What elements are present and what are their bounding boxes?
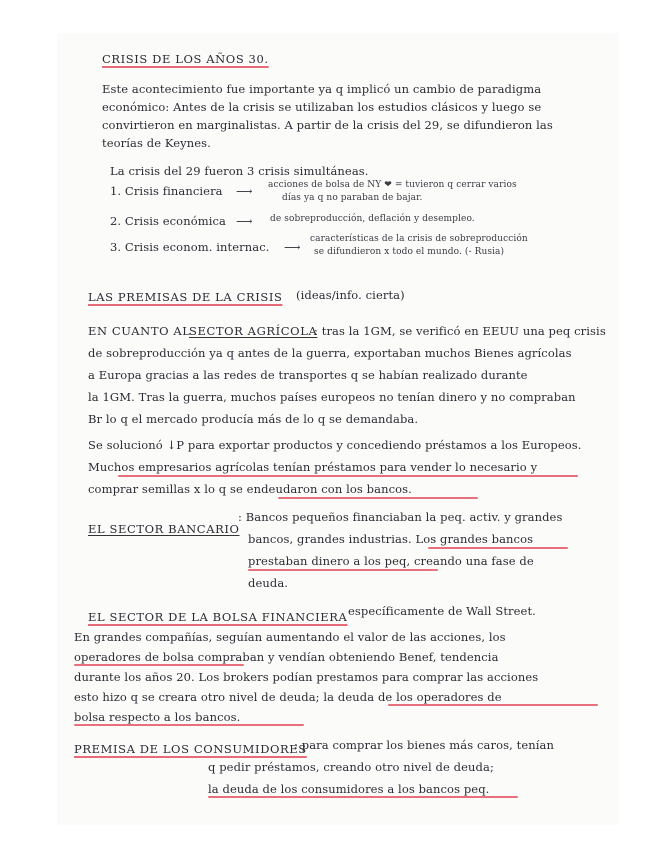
highlight-underline [388, 704, 598, 706]
crisis-item-label: 1. Crisis financiera [110, 184, 223, 198]
consumidores-line: : para comprar los bienes más caros, tenían [294, 738, 554, 752]
sector-bolsa-heading: EL SECTOR DE LA BOLSA FINANCIERA [88, 610, 348, 624]
intro-line: económico: Antes de la crisis se utilizaban los estudios clásicos y luego se [102, 100, 542, 114]
highlight-underline [248, 569, 438, 571]
bancario-line: bancos, grandes industrias. Los grandes bancos [248, 532, 534, 546]
agricola-line: a Europa gracias a las redes de transportes q se habían realizado durante [88, 368, 528, 382]
bancario-line: deuda. [248, 576, 289, 590]
bolsa-line: esto hizo q se creara otro nivel de deuda; la deuda de los operadores de [74, 690, 502, 704]
bancario-line: prestaban dinero a los peq, creando una fase de [248, 554, 534, 568]
crisis-item-detail: de sobreproducción, deflación y desempleo. [270, 214, 475, 224]
sector-agricola-heading: EN CUANTO AL [88, 324, 191, 338]
arrow-icon: ⟶ [236, 214, 253, 228]
sector-agricola-heading-underlined: SECTOR AGRÍCOLA [189, 324, 318, 338]
agricola-line: Br lo q el mercado producía más de lo q se demandaba. [88, 412, 419, 426]
agricola-line: Muchos empresarios agrícolas tenían préstamos para vender lo necesario y [88, 460, 538, 474]
consumidores-line: la deuda de los consumidores a los bancos peq. [208, 782, 490, 796]
crisis-item-label: 3. Crisis econom. internac. [110, 240, 270, 254]
agricola-line: Se solucionó ↓P para exportar productos y concediendo préstamos a los Europeos. [88, 438, 582, 452]
highlight-underline [118, 475, 578, 477]
bancario-line: : Bancos pequeños financiaban la peq. activ. y grandes [238, 510, 563, 524]
crisis-item-detail: días ya q no paraban de bajar. [282, 193, 423, 203]
highlight-underline [208, 796, 518, 798]
bolsa-heading-tail: específicamente de Wall Street. [348, 604, 536, 618]
highlight-underline [278, 497, 478, 499]
bolsa-line: operadores de bolsa compraban y vendían obteniendo Benef, tendencia [74, 650, 499, 664]
crisis-item-detail: se difundieron x todo el mundo. (- Rusia) [314, 247, 505, 257]
arrow-icon: ⟶ [236, 184, 253, 198]
agricola-line: la 1GM. Tras la guerra, muchos países europeos no tenían dinero y no compraban [88, 390, 576, 404]
highlight-underline [74, 664, 244, 666]
sector-bancario-heading: EL SECTOR BANCARIO [88, 522, 240, 536]
intro-line: Este acontecimiento fue importante ya q implicó un cambio de paradigma [102, 82, 542, 96]
notebook-page [58, 34, 618, 824]
agricola-line: : tras la 1GM, se verificó en EEUU una peq crisis [314, 324, 606, 338]
bolsa-line: bolsa respecto a los bancos. [74, 710, 241, 724]
highlight-underline [74, 724, 304, 726]
consumidores-heading: PREMISA DE LOS CONSUMIDORES [74, 742, 307, 756]
crisis-lead: La crisis del 29 fueron 3 crisis simultáneas. [110, 164, 369, 178]
bolsa-line: durante los años 20. Los brokers podían prestamos para comprar las acciones [74, 670, 539, 684]
agricola-line: de sobreproducción ya q antes de la guerra, exportaban muchos Bienes agrícolas [88, 346, 572, 360]
arrow-icon: ⟶ [284, 240, 301, 254]
bolsa-line: En grandes compañías, seguían aumentando el valor de las acciones, los [74, 630, 506, 644]
highlight-underline [428, 547, 568, 549]
intro-line: teorías de Keynes. [102, 136, 211, 150]
page-title: CRISIS DE LOS AÑOS 30. [102, 52, 269, 66]
section-note: (ideas/info. cierta) [296, 288, 405, 302]
consumidores-line: q pedir préstamos, creando otro nivel de deuda; [208, 760, 494, 774]
section-title-premisas: LAS PREMISAS DE LA CRISIS [88, 290, 283, 304]
crisis-item-label: 2. Crisis económica [110, 214, 227, 228]
crisis-item-detail: características de la crisis de sobreproducción [310, 234, 528, 244]
intro-line: convirtieron en marginalistas. A partir de la crisis del 29, se difundieron las [102, 118, 553, 132]
agricola-line: comprar semillas x lo q se endeudaron con los bancos. [88, 482, 412, 496]
crisis-item-detail: acciones de bolsa de NY ❤ = tuvieron q cerrar varios [268, 180, 517, 190]
